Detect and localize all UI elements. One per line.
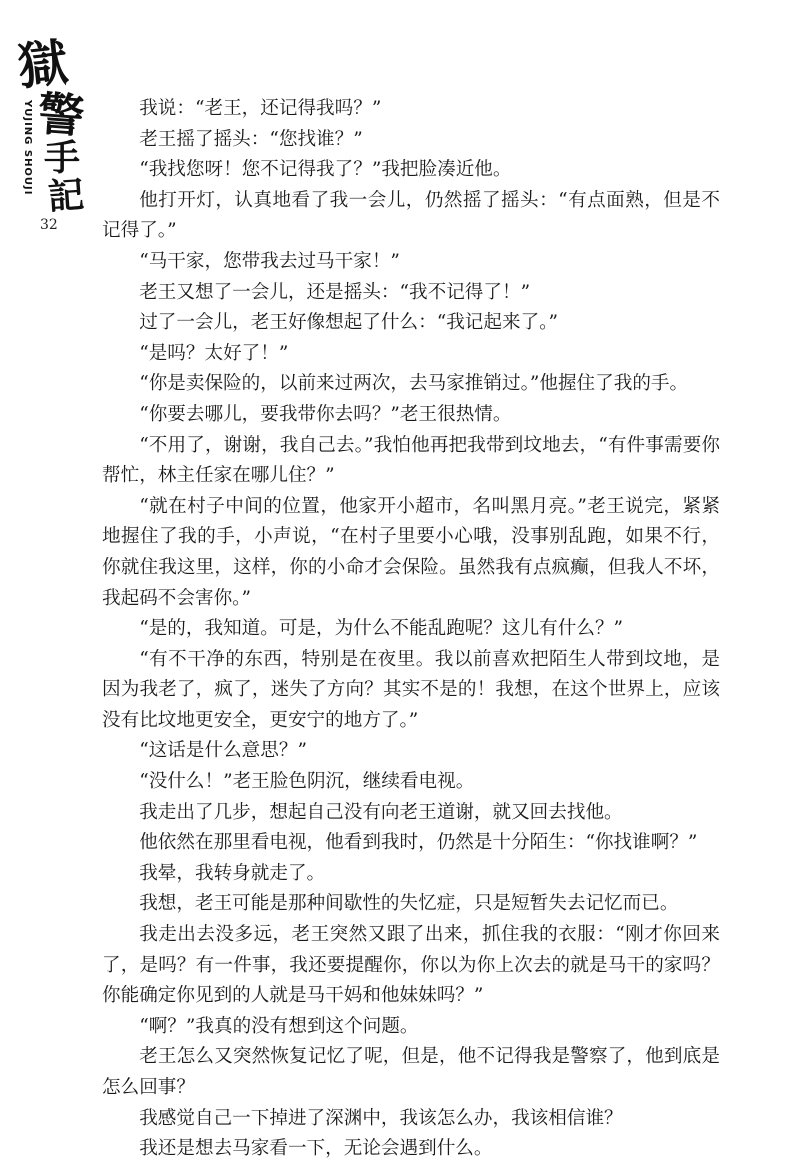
body-text (102, 94, 720, 1165)
paragraph: 我说：“老王，还记得我吗？” (139, 98, 382, 119)
paragraph: 老王又想了一会儿，还是摇头：“我不记得了！” (139, 281, 531, 303)
paragraph: “是吗？太好了！” (139, 342, 289, 364)
paragraph: 我晕，我转身就走了。 (139, 862, 326, 884)
paragraph: “是的，我知道。可是，为什么不能乱跑呢？这儿有什么？” (139, 618, 624, 640)
paragraph: 过了一会儿，老王好像想起了什么：“我记起来了。” (139, 312, 558, 334)
paragraph: 我感觉自己一下掉进了深渊中，我该怎么办，我该相信谁？ (139, 1107, 623, 1129)
paragraph: 他依然在那里看电视，他看到我时，仍然是十分陌生：“你找谁啊？” (139, 832, 698, 854)
paragraph: “这话是什么意思？” (139, 740, 307, 762)
logo-char: 手 (44, 137, 81, 179)
paragraph: “没什么！”老王脸色阴沉，继续看电视。 (139, 771, 475, 793)
paragraph: 我还是想去马家看一下，无论会遇到什么。 (139, 1138, 493, 1160)
paragraph: 老王摇了摇头：“您找谁？” (139, 128, 363, 150)
paragraph: 我想，老王可能是那种间歇性的失忆症，只是短暂失去记忆而已。 (139, 893, 679, 915)
logo-char: 記 (46, 173, 86, 219)
paragraph: 我走出了几步，想起自己没有向老王道谢，就又回去找他。 (139, 801, 623, 823)
paragraph: 老王怎么又突然恢复记忆了呢，但是，他不记得我是警察了，他到底是怎么回事？ (102, 1046, 720, 1098)
paragraph: “马干家，您带我去过马干家！” (139, 250, 400, 272)
paragraph: “就在村子中间的位置，他家开小超市，名叫黑月亮。”老王说完，紧紧地握住了我的手，小声说，“在村子里要小心哦，没事别乱跑，如果不行，你就住我这里，这样，你的小命才会保险。虽然我有点疯癫，但我人不坏，我起码不会害你。” (102, 495, 720, 609)
paragraph: 他打开灯，认真地看了我一会儿，仍然摇了摇头：“有点面熟，但是不记得了。” (102, 189, 720, 242)
paragraph: “你要去哪儿，要我带你去吗？”老王很热情。 (139, 403, 512, 425)
paragraph: “我找您呀！您不记得我了？”我把脸凑近他。 (139, 159, 512, 181)
book-title-logo (8, 32, 103, 230)
logo-char: 獄 (15, 32, 71, 97)
paragraph: “你是卖保险的，以前来过两次，去马家推销过。”他握住了我的手。 (139, 373, 689, 395)
paragraph: “不用了，谢谢，我自己去。”我怕他再把我带到坟地去，“有件事需要你帮忙，林主任家在哪儿住？” (102, 434, 720, 487)
page-number: 32 (40, 217, 58, 233)
paragraph: “啊？”我真的没有想到这个问题。 (139, 1015, 419, 1037)
book-title-pinyin: YUJING SHOUJI (22, 100, 33, 196)
logo-char: 警 (36, 86, 86, 144)
paragraph: 我走出去没多远，老王突然又跟了出来，抓住我的衣服：“刚才你回来了，是吗？有一件事，我还要提醒你，你以为你上次去的就是马干的家吗？你能确定你见到的人就是马干妈和他妹妹吗？” (102, 924, 720, 1007)
paragraph: “有不干净的东西，特别是在夜里。我以前喜欢把陌生人带到坟地，是因为我老了，疯了，迷失了方向？其实不是的！我想，在这个世界上，应该没有比坟地更安全，更安宁的地方了。” (102, 648, 720, 731)
